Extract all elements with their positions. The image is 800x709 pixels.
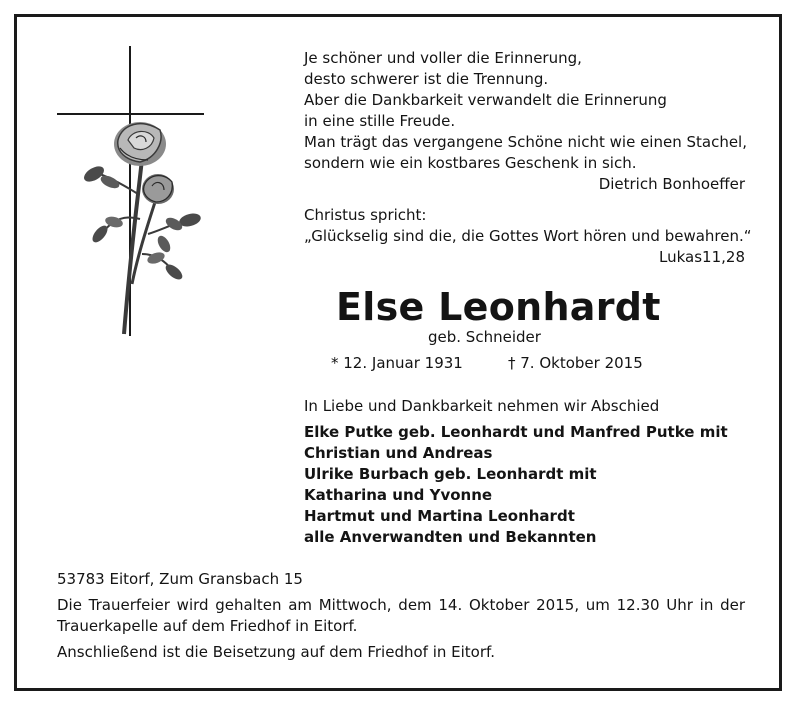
mourner-line: Katharina und Yvonne xyxy=(304,486,493,504)
poem-line: Aber die Dankbarkeit verwandelt die Erinnerung xyxy=(304,91,667,109)
mourner-line: alle Anverwandten und Bekannten xyxy=(304,528,597,546)
poem-line: in eine stille Freude. xyxy=(304,112,456,130)
mourner-line: Elke Putke geb. Leonhardt und Manfred Putke mit xyxy=(304,423,728,441)
poem-line: Je schöner und voller die Erinnerung, xyxy=(304,49,582,67)
death-date: † 7. Oktober 2015 xyxy=(508,354,643,372)
address: 53783 Eitorf, Zum Gransbach 15 xyxy=(57,570,303,588)
farewell-intro: In Liebe und Dankbarkeit nehmen wir Abschied xyxy=(304,397,660,415)
burial-info: Anschließend ist die Beisetzung auf dem Friedhof in Eitorf. xyxy=(57,643,495,661)
mourner-line: Christian und Andreas xyxy=(304,444,493,462)
birth-date: * 12. Januar 1931 xyxy=(331,354,463,372)
deceased-name: Else Leonhardt xyxy=(336,285,661,329)
service-info-line: Die Trauerfeier wird gehalten am Mittwoch, dem 14. Oktober 2015, um 12.30 Uhr in der xyxy=(57,596,745,614)
maiden-name: geb. Schneider xyxy=(428,328,541,346)
mourner-line: Hartmut und Martina Leonhardt xyxy=(304,507,575,525)
cross-with-rose-icon xyxy=(52,44,212,344)
verse-intro: Christus spricht: xyxy=(304,206,427,224)
poem-line: sondern wie ein kostbares Geschenk in sich. xyxy=(304,154,637,172)
service-info-line: Trauerkapelle auf dem Friedhof in Eitorf. xyxy=(57,617,358,635)
verse-quote: „Glückselig sind die, die Gottes Wort hören und bewahren.“ xyxy=(304,227,752,245)
poem-line: Man trägt das vergangene Schöne nicht wie einen Stachel, xyxy=(304,133,747,151)
poem-author: Dietrich Bonhoeffer xyxy=(598,175,745,193)
mourner-line: Ulrike Burbach geb. Leonhardt mit xyxy=(304,465,597,483)
verse-reference: Lukas11,28 xyxy=(659,248,745,266)
poem-line: desto schwerer ist die Trennung. xyxy=(304,70,549,88)
